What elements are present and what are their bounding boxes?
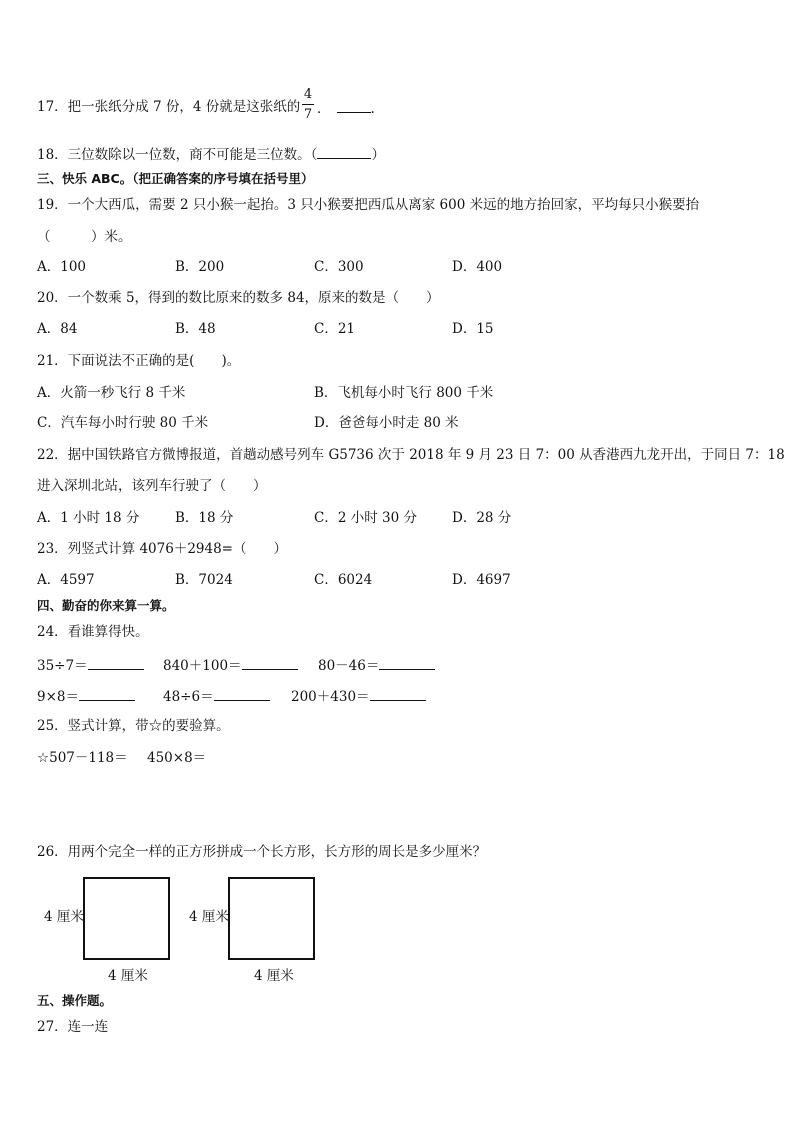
- question-22-line2: 进入深圳北站，该列车行驶了（ ）: [37, 478, 267, 494]
- option-d[interactable]: D．爸爸每小时走 80 米: [314, 415, 459, 431]
- calc-item: 200＋430＝: [291, 686, 426, 706]
- option-b[interactable]: B．200: [175, 259, 225, 275]
- answer-blank[interactable]: [242, 655, 298, 670]
- fraction-numerator: 4: [303, 87, 313, 102]
- section-5-heading: 五、操作题。: [37, 993, 113, 1008]
- question-17-answer: [317, 98, 375, 118]
- option-d[interactable]: D．4697: [452, 572, 511, 588]
- answer-blank[interactable]: [214, 686, 270, 701]
- question-25: 25．竖式计算，带☆的要验算。: [37, 718, 230, 734]
- answer-blank[interactable]: [379, 655, 435, 670]
- calc-item: 48÷6＝: [163, 686, 270, 706]
- question-17-tail: ．: [317, 101, 331, 117]
- option-d[interactable]: D．28 分: [452, 510, 512, 526]
- option-a[interactable]: A．火箭一秒飞行 8 千米: [37, 385, 186, 401]
- option-d[interactable]: D．400: [452, 259, 503, 275]
- question-21: 21．下面说法不正确的是( )。: [37, 353, 241, 369]
- answer-blank[interactable]: [337, 98, 371, 113]
- question-23: 23．列竖式计算 4076＋2948=（ ）: [37, 541, 287, 557]
- fraction-bar: [302, 104, 314, 105]
- option-a[interactable]: A．1 小时 18 分: [37, 510, 140, 526]
- calc-item: 80－46＝: [318, 655, 435, 675]
- answer-blank[interactable]: [317, 144, 371, 159]
- option-c[interactable]: C．300: [314, 259, 364, 275]
- question-18-end: ）: [371, 147, 385, 163]
- option-b[interactable]: B．18 分: [175, 510, 234, 526]
- question-20: 20．一个数乘 5，得到的数比原来的数多 84，原来的数是（ ）: [37, 290, 440, 306]
- square-side-label: 4 厘米: [44, 909, 84, 925]
- calc-item: ☆507－118＝: [37, 750, 128, 766]
- calc-item: 35÷7＝: [37, 655, 144, 675]
- section-4-heading: 四、勤奋的你来算一算。: [37, 598, 175, 613]
- question-19-line1: 19．一个大西瓜，需要 2 只小猴一起抬。3 只小猴要把西瓜从离家 600 米远的地方抬回家，平均每只小猴要抬: [37, 197, 700, 213]
- answer-blank[interactable]: [370, 686, 426, 701]
- calc-item: 840＋100＝: [163, 655, 298, 675]
- question-26: 26．用两个完全一样的正方形拼成一个长方形，长方形的周长是多少厘米？: [37, 844, 487, 860]
- answer-blank[interactable]: [79, 686, 135, 701]
- option-c[interactable]: C．21: [314, 321, 356, 337]
- option-b[interactable]: B．48: [175, 321, 216, 337]
- square-side-label: 4 厘米: [189, 909, 229, 925]
- question-17-end: .: [370, 101, 375, 117]
- square-bottom-label: 4 厘米: [254, 968, 294, 984]
- calc-item: 9×8＝: [37, 686, 135, 706]
- question-27: 27．连一连: [37, 1019, 109, 1035]
- question-18-text: 18．三位数除以一位数，商不可能是三位数。（: [37, 147, 318, 163]
- option-d[interactable]: D．15: [452, 321, 494, 337]
- option-b[interactable]: B．7024: [175, 572, 233, 588]
- option-c[interactable]: C．6024: [314, 572, 373, 588]
- fraction-denominator: 7: [303, 107, 313, 122]
- question-22-line1: 22．据中国铁路官方微博报道，首趟动感号列车 G5736 次于 2018 年 9 月 23 日 7：00 从香港西九龙开出，于同日 7：18: [37, 447, 785, 463]
- option-c[interactable]: C．汽车每小时行驶 80 千米: [37, 415, 209, 431]
- section-3-heading: 三、快乐 ABC。（把正确答案的序号填在括号里）: [37, 171, 314, 186]
- option-c[interactable]: C．2 小时 30 分: [314, 510, 417, 526]
- question-17-text: 17．把一张纸分成 7 份，4 份就是这张纸的: [37, 99, 301, 115]
- option-b[interactable]: B．飞机每小时飞行 800 千米: [314, 385, 494, 401]
- question-19-line2: （ ）米。: [37, 229, 132, 245]
- square-shape: [228, 877, 315, 960]
- option-a[interactable]: A．84: [37, 321, 78, 337]
- question-17: [37, 98, 300, 116]
- calc-item: 450×8＝: [147, 750, 207, 766]
- option-a[interactable]: A．4597: [37, 572, 95, 588]
- question-24: 24．看谁算得快。: [37, 624, 149, 640]
- question-18: [37, 144, 385, 164]
- square-bottom-label: 4 厘米: [108, 968, 148, 984]
- option-a[interactable]: A．100: [37, 259, 87, 275]
- answer-blank[interactable]: [88, 655, 144, 670]
- square-shape: [83, 877, 170, 960]
